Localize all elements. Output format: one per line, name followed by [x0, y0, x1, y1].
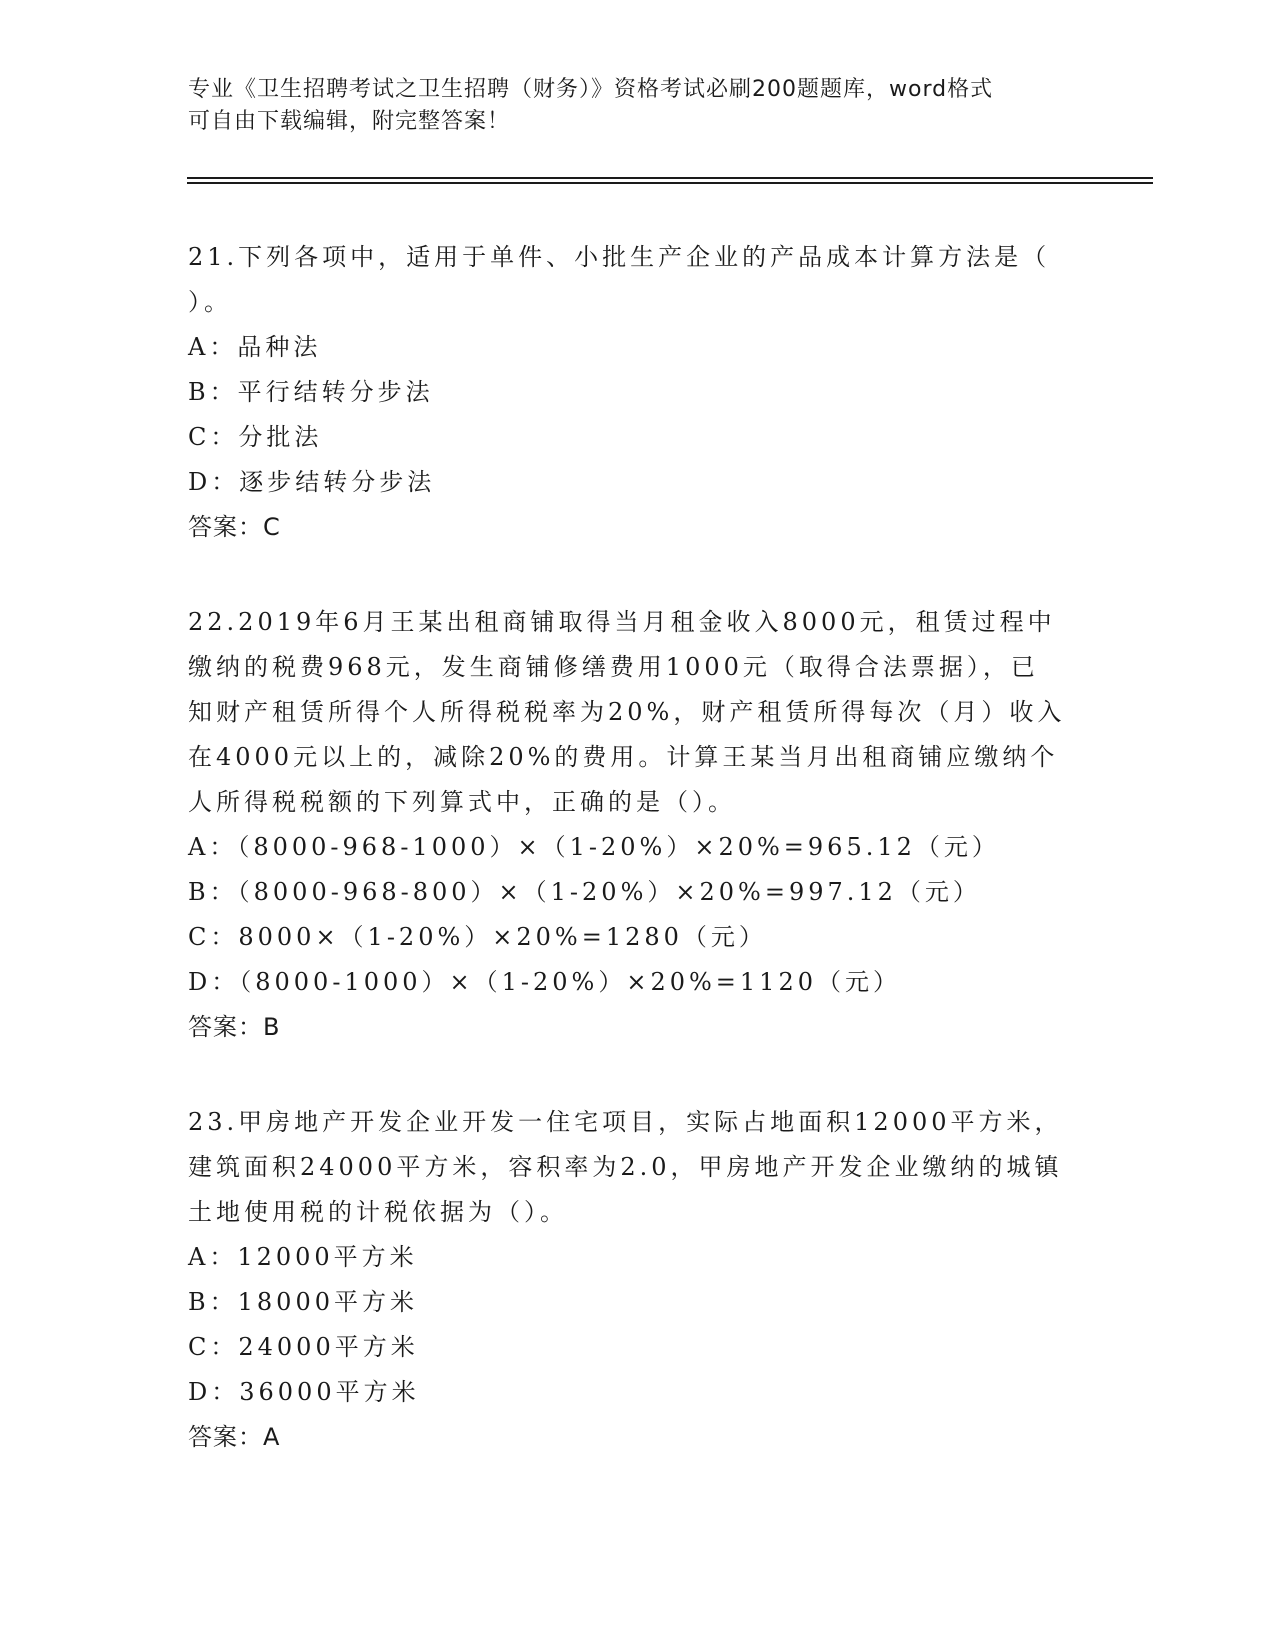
stem-line: ）。	[188, 288, 232, 316]
option-d: D：36000平方米	[188, 1378, 420, 1406]
stem-line: 22.2019年6月王某出租商铺取得当月租金收入8000元，租赁过程中	[188, 608, 1056, 636]
option-d: D：逐步结转分步法	[188, 468, 436, 496]
answer-line: 答案：B	[188, 1013, 281, 1041]
question-22	[188, 600, 1088, 1050]
question-stem	[188, 1100, 1088, 1235]
option-a: A：品种法	[188, 333, 322, 361]
stem-line: 21.下列各项中，适用于单件、小批生产企业的产品成本计算方法是（	[188, 243, 1051, 271]
question-stem	[188, 600, 1088, 825]
stem-line: 知财产租赁所得个人所得税税率为20%，财产租赁所得每次（月）收入	[188, 698, 1066, 726]
stem-line: 建筑面积24000平方米，容积率为2.0，甲房地产开发企业缴纳的城镇	[188, 1153, 1063, 1181]
option-b: B：（8000-968-800）×（1-20%）×20%=997.12（元）	[188, 878, 981, 906]
stem-line: 在4000元以上的，减除20%的费用。计算王某当月出租商铺应缴纳个	[188, 743, 1059, 771]
header-divider-bottom	[187, 182, 1153, 184]
header-line-2: 可自由下载编辑，附完整答案！	[188, 109, 511, 134]
option-a: A：12000平方米	[188, 1243, 418, 1271]
option-a: A：（8000-968-1000）×（1-20%）×20%=965.12（元）	[188, 833, 1000, 861]
question-23	[188, 1100, 1088, 1460]
option-b: B：18000平方米	[188, 1288, 418, 1316]
document-header	[188, 74, 1088, 138]
stem-line: 缴纳的税费968元，发生商铺修缮费用1000元（取得合法票据），已	[188, 653, 1039, 681]
question-stem	[188, 235, 1088, 325]
stem-line: 土地使用税的计税依据为（）。	[188, 1198, 568, 1226]
option-d: D：（8000-1000）×（1-20%）×20%=1120（元）	[188, 968, 901, 996]
header-line-1: 专业《卫生招聘考试之卫生招聘（财务）》资格考试必刷200题题库，word格式	[188, 77, 994, 102]
option-c: C：8000×（1-20%）×20%=1280（元）	[188, 923, 767, 951]
option-c: C：分批法	[188, 423, 323, 451]
question-21	[188, 235, 1088, 550]
option-b: B：平行结转分步法	[188, 378, 434, 406]
option-c: C：24000平方米	[188, 1333, 419, 1361]
stem-line: 23.甲房地产开发企业开发一住宅项目，实际占地面积12000平方米，	[188, 1108, 1063, 1136]
stem-line: 人所得税税额的下列算式中，正确的是（）。	[188, 788, 736, 816]
answer-line: 答案：A	[188, 1423, 281, 1451]
answer-line: 答案：C	[188, 513, 281, 541]
header-divider-top	[187, 177, 1153, 179]
